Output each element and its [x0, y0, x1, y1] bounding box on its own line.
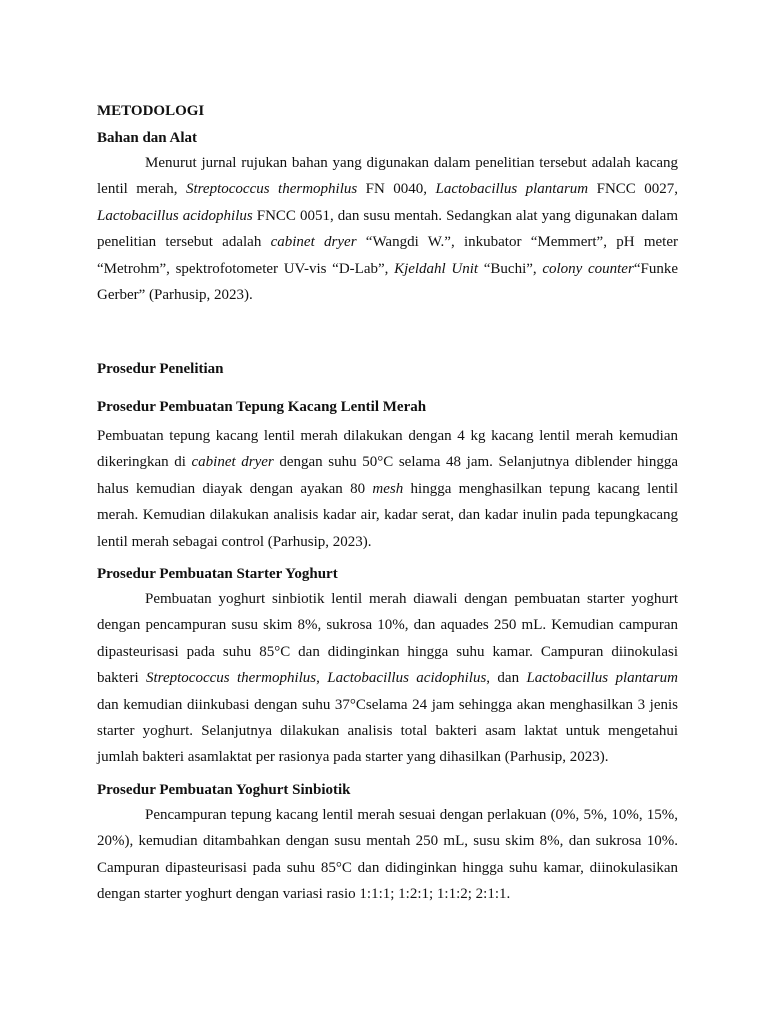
text-run: Pembuatan yoghurt sinbiotik lentil merah diawali dengan pembuatan starter yoghurt dengan pencampuran susu skim 8%, sukrosa 10%, dan aquades 250 mL. Kemudian campuran dipasteurisasi pada suhu 85°C dan didinginkan hingga suhu kamar. Campuran diinokulasi bakteri	[97, 591, 678, 687]
italic-term: Streptococcus thermophilus	[146, 670, 317, 687]
italic-term: Lactobacillus plantarum	[435, 181, 589, 198]
italic-term: colony counter	[542, 260, 634, 277]
text-run: ,	[316, 670, 328, 687]
text-run: “Funke Gerber” (Parhusip, 2023).	[97, 260, 678, 304]
italic-term: Lactobacillus plantarum	[526, 670, 678, 687]
text-run: FN 0040,	[357, 181, 436, 198]
italic-term: mesh	[372, 480, 404, 497]
italic-term: Kjeldahl Unit	[394, 260, 479, 277]
text-run: dengan suhu 50°C selama 48 jam. Selanjutnya diblender hingga halus kemudian diayak dengan ayakan 80	[97, 454, 678, 497]
text-run: FNCC 0051, dan susu mentah. Sedangkan alat yang digunakan dalam penelitian tersebut adalah	[97, 207, 678, 251]
heading-prosedur-starter: Prosedur Pembuatan Starter Yoghurt	[97, 566, 338, 582]
paragraph-prosedur-starter	[97, 586, 678, 771]
heading-metodologi: METODOLOGI	[97, 103, 205, 119]
heading-bahan-dan-alat: Bahan dan Alat	[97, 130, 198, 146]
italic-term: Lactobacillus acidophilus	[327, 670, 487, 687]
paragraph-prosedur-sinbiotik	[97, 802, 678, 908]
text-run: FNCC 0027,	[588, 181, 679, 198]
paragraph-bahan-dan-alat	[97, 150, 678, 308]
italic-term: cabinet dryer	[270, 234, 357, 251]
text-run: Menurut jurnal rujukan bahan yang digunakan dalam penelitian tersebut adalah kacang lentil merah,	[97, 155, 678, 198]
italic-term: cabinet dryer	[191, 454, 274, 471]
text-run: “Wangdi W.”, inkubator “Memmert”, pH meter “Metrohm”, spektrofotometer UV-vis “D-Lab”,	[97, 234, 678, 277]
text-run: dan kemudian diinkubasi dengan suhu 37°Cselama 24 jam sehingga akan menghasilkan 3 jenis starter yoghurt. Selanjutnya dilakukan analisis total bakteri asam laktat untuk mengetahui jumlah bakteri asamlaktat per rasionya pada starter yang dihasilkan (Parhusip, 2023).	[97, 696, 678, 766]
text-run: , dan	[486, 670, 527, 687]
text-run: hingga menghasilkan tepung kacang lentil merah. Kemudian dilakukan analisis kadar air, kadar serat, dan kadar inulin pada tepungkacang lentil merah sebagai control (Parhusip, 2023).	[97, 480, 679, 550]
text-run: “Buchi”,	[478, 260, 543, 277]
heading-prosedur-tepung: Prosedur Pembuatan Tepung Kacang Lentil Merah	[97, 399, 427, 415]
paragraph-prosedur-tepung	[97, 423, 678, 555]
italic-term: Streptococcus thermophilus	[185, 181, 358, 198]
italic-term: Lactobacillus acidophilus	[97, 207, 253, 224]
text-run: Pembuatan tepung kacang lentil merah dilakukan dengan 4 kg kacang lentil merah kemudian dikeringkan di	[97, 428, 678, 471]
text-run: Pencampuran tepung kacang lentil merah sesuai dengan perlakuan (0%, 5%, 10%, 15%, 20%), kemudian ditambahkan dengan susu mentah 250 mL, susu skim 8%, dan sukrosa 10%. Campuran dipasteurisasi pada suhu 85°C dan didinginkan hingga suhu kamar, diinokulasikan dengan starter yoghurt dengan variasi rasio 1:1:1; 1:2:1; 1:1:2; 2:1:1.	[97, 807, 678, 903]
heading-prosedur-sinbiotik: Prosedur Pembuatan Yoghurt Sinbiotik	[97, 782, 351, 798]
heading-prosedur-penelitian: Prosedur Penelitian	[97, 361, 224, 377]
